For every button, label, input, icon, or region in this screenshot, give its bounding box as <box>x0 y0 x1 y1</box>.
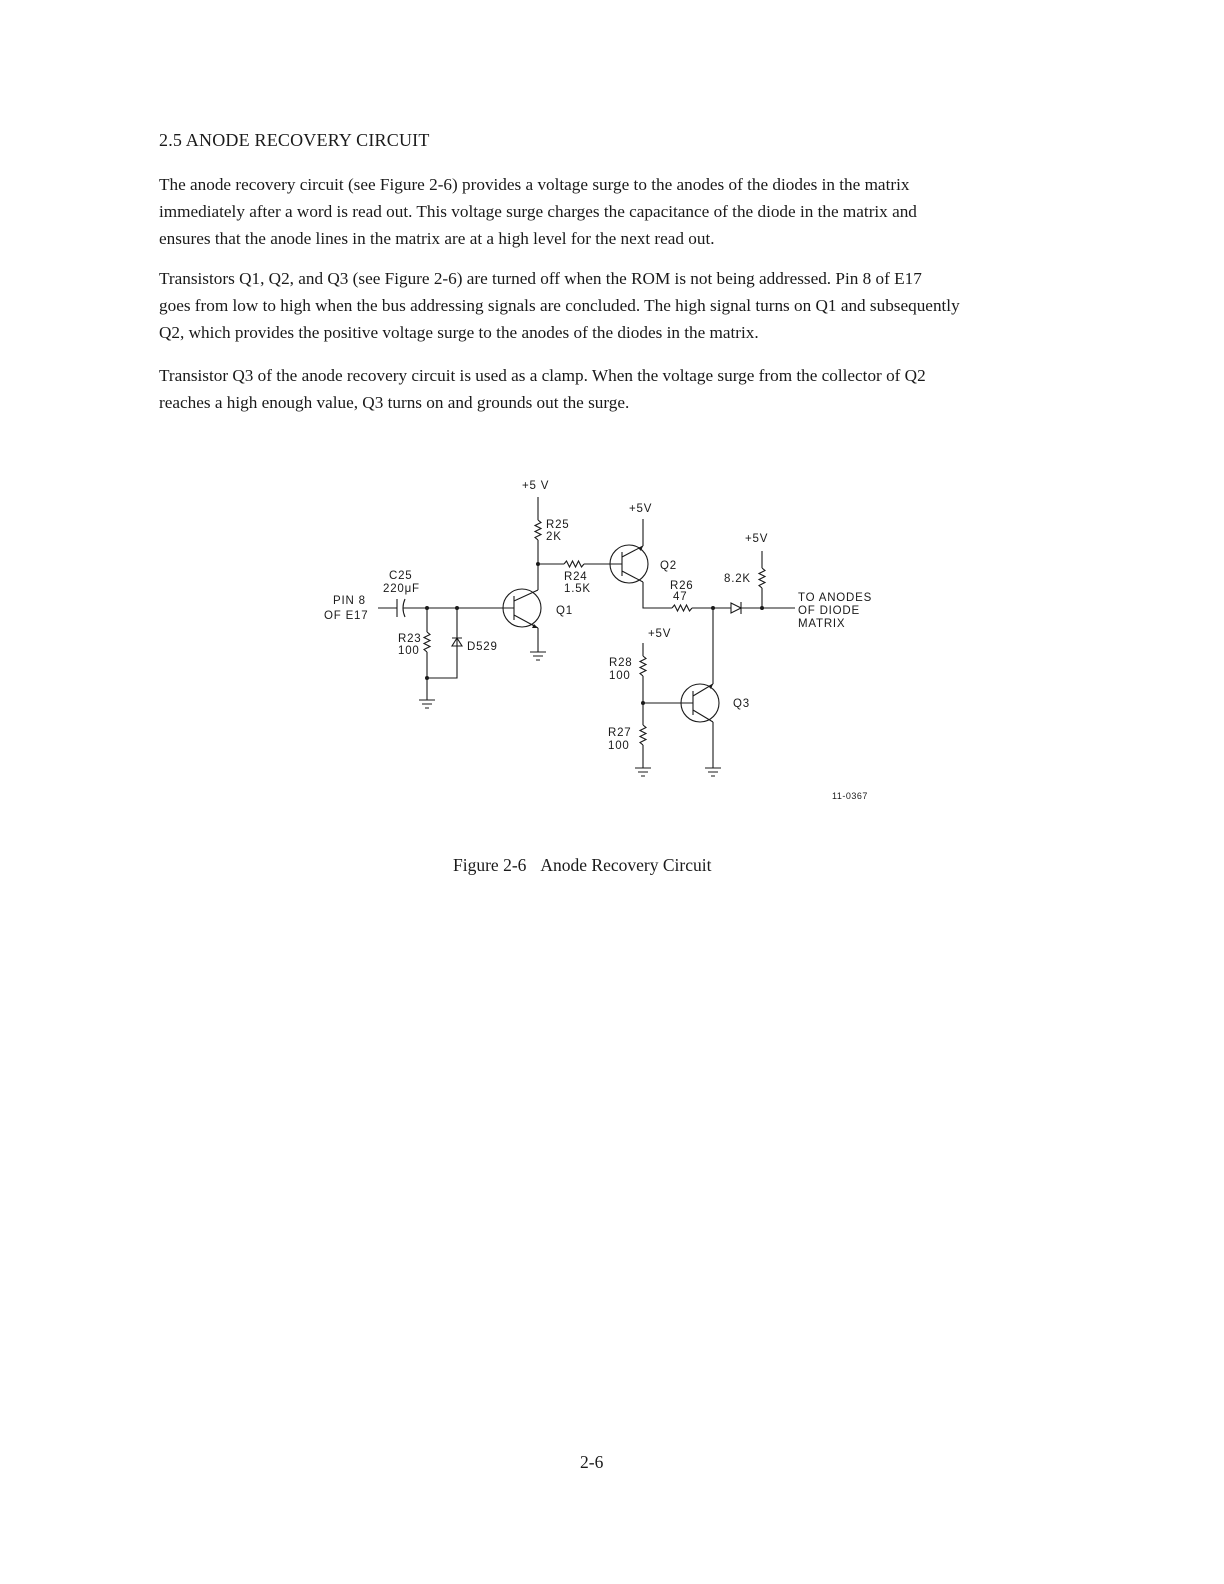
paragraph-line: goes from low to high when the bus addressing signals are concluded. The high signal turns on Q1 and subsequently <box>159 296 960 315</box>
supply-label-q1: +5 V <box>522 480 550 492</box>
pullup-resistor-label: 8.2K <box>724 573 751 585</box>
r27-value-label: 100 <box>608 740 630 752</box>
c25-value-label: 220μF <box>383 583 420 595</box>
r26-value-label: 47 <box>673 591 688 603</box>
supply-label-q2: +5V <box>629 503 653 515</box>
input-label-chip: OF E17 <box>324 610 369 622</box>
r26-name-label: R26 <box>670 580 694 592</box>
paragraph-line: ensures that the anode lines in the matrix are at a high level for the next read out. <box>159 229 715 248</box>
page-number: 2-6 <box>580 1452 604 1472</box>
d529-label: D529 <box>467 641 498 653</box>
output-label-line3: MATRIX <box>798 618 846 630</box>
drawing-id-label: 11-0367 <box>832 791 868 801</box>
q3-stage <box>635 643 721 776</box>
r28-value-label: 100 <box>609 670 631 682</box>
supply-label-pullup: +5V <box>745 533 769 545</box>
input-network <box>378 599 504 708</box>
paragraph-line: reaches a high enough value, Q3 turns on and grounds out the surge. <box>159 393 630 412</box>
figure-number: Figure 2-6 <box>453 855 527 875</box>
r25-name-label: R25 <box>546 519 570 531</box>
c25-name-label: C25 <box>389 570 413 582</box>
section-heading: 2.5 ANODE RECOVERY CIRCUIT <box>159 130 430 150</box>
figure-caption <box>453 855 711 876</box>
q3-label: Q3 <box>733 698 750 710</box>
r25-value-label: 2K <box>546 531 562 543</box>
anode-recovery-schematic <box>0 460 1224 830</box>
r24-name-label: R24 <box>564 571 588 583</box>
paragraph-line: Transistor Q3 of the anode recovery circuit is used as a clamp. When the voltage surge from the collector of Q2 <box>159 366 926 385</box>
r28-name-label: R28 <box>609 657 633 669</box>
paragraph-line: Q2, which provides the positive voltage surge to the anodes of the diodes in the matrix. <box>159 323 759 342</box>
r27-name-label: R27 <box>608 727 632 739</box>
input-label-pin: PIN 8 <box>333 595 366 607</box>
r23-name-label: R23 <box>398 633 422 645</box>
paragraph-clamp <box>159 362 1064 416</box>
q2-label: Q2 <box>660 560 677 572</box>
output-label-line2: OF DIODE <box>798 605 860 617</box>
paragraph-line: The anode recovery circuit (see Figure 2-6) provides a voltage surge to the anodes of the diodes in the matrix <box>159 175 910 194</box>
paragraph-transistors <box>159 265 1064 346</box>
q1-label: Q1 <box>556 605 573 617</box>
paragraph-line: immediately after a word is read out. This voltage surge charges the capacitance of the diode in the matrix and <box>159 202 917 221</box>
r24-value-label: 1.5K <box>564 583 591 595</box>
output-label-line1: TO ANODES <box>798 592 873 604</box>
paragraph-line: Transistors Q1, Q2, and Q3 (see Figure 2-6) are turned off when the ROM is not being addressed. Pin 8 of E17 <box>159 269 922 288</box>
supply-label-q3: +5V <box>648 628 672 640</box>
paragraph-anode-recovery-intro <box>159 171 1064 252</box>
r23-value-label: 100 <box>398 645 420 657</box>
figure-title: Anode Recovery Circuit <box>540 855 712 875</box>
